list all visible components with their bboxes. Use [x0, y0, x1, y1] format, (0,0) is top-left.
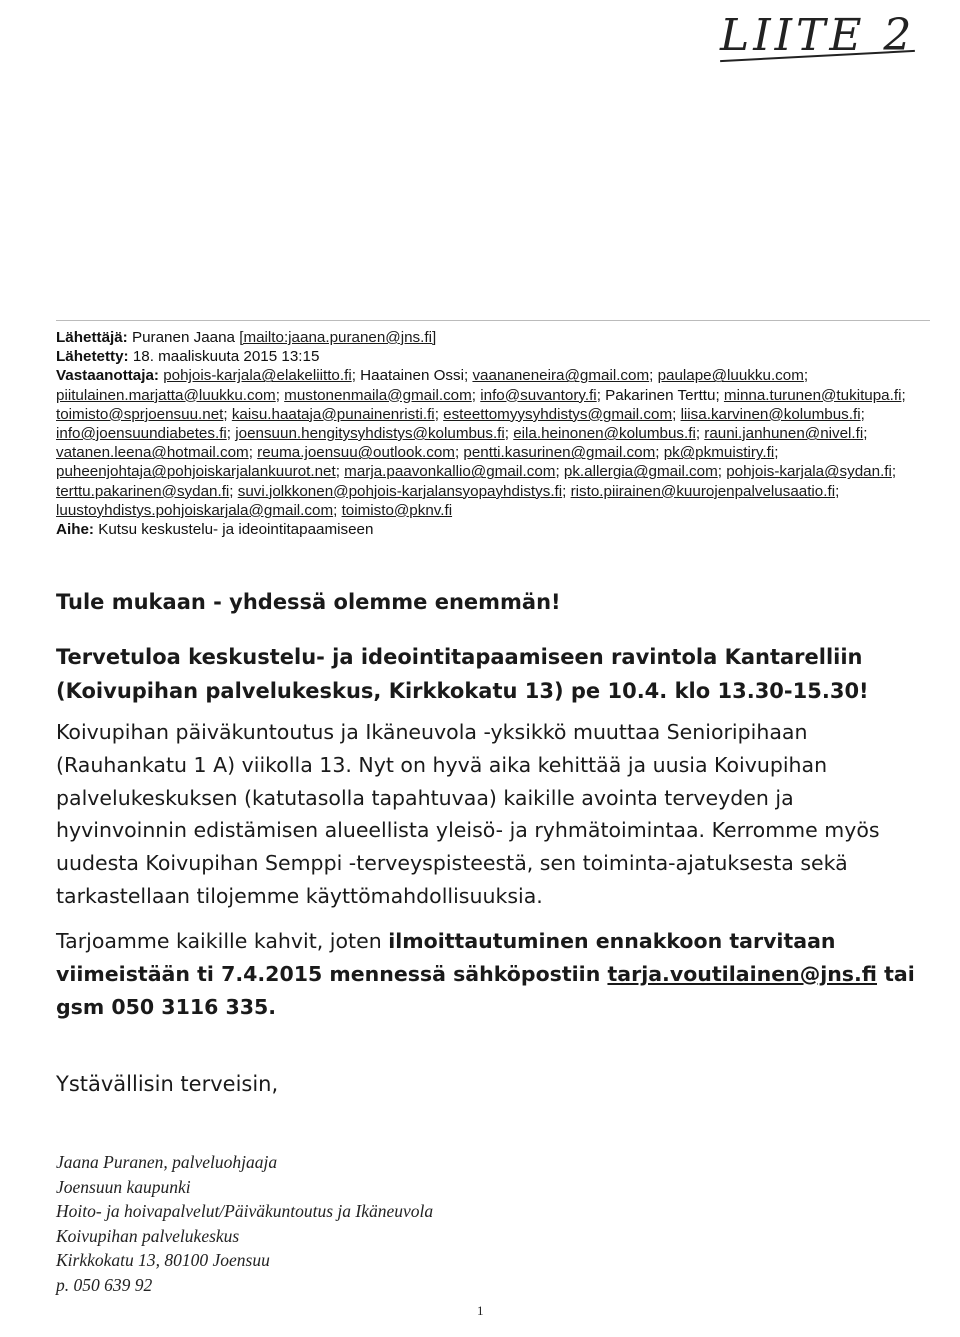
- signature-line: Jaana Puranen, palveluohjaaja: [56, 1152, 278, 1172]
- recipient-email-link[interactable]: eila.heinonen@kolumbus.fi: [513, 425, 696, 443]
- recipient-email-link[interactable]: vaananeneira@gmail.com: [472, 367, 650, 385]
- paragraph-2: [56, 925, 916, 1023]
- greeting: Ystävällisin terveisin,: [56, 1072, 279, 1096]
- recipient-email-link[interactable]: piitulainen.marjatta@luukku.com: [56, 386, 276, 404]
- recipient-email-link[interactable]: minna.turunen@tukitupa.fi: [723, 386, 902, 404]
- paragraph-2-intro: Tarjoamme kaikille kahvit, joten: [56, 929, 389, 953]
- recipient-email-link[interactable]: pk@pkmuistiry.fi: [663, 444, 775, 462]
- lead-heading: Tule mukaan - yhdessä olemme enemmän!: [56, 590, 561, 614]
- sent-label: Lähetetty:: [56, 348, 129, 366]
- recipient-name: Pakarinen Terttu: [605, 386, 716, 404]
- to-label: Vastaanottaja:: [56, 367, 159, 385]
- recipient-email-link[interactable]: terttu.pakarinen@sydan.fi: [56, 482, 230, 500]
- recipient-email-link[interactable]: pentti.kasurinen@gmail.com: [463, 444, 656, 462]
- sent-value: 18. maaliskuuta 2015 13:15: [132, 348, 320, 366]
- signature-line: p. 050 639 92: [56, 1274, 153, 1295]
- recipient-email-link[interactable]: kaisu.haataja@punainenristi.fi: [231, 405, 435, 423]
- contact-email-link[interactable]: tarja.voutilainen@jns.fi: [607, 961, 877, 986]
- page-number: 1: [477, 1303, 484, 1318]
- from-mailto-link[interactable]: [mailto:jaana.puranen@jns.fi]: [239, 329, 437, 346]
- subject-row: [56, 520, 936, 539]
- recipient-email-link[interactable]: rauni.janhunen@nivel.fi: [704, 425, 864, 443]
- recipient-email-link[interactable]: toimisto@sprjoensuu.net: [56, 405, 224, 423]
- recipient-email-link[interactable]: puheenjohtaja@pohjoiskarjalankuurot.net: [56, 463, 336, 481]
- recipient-email-link[interactable]: liisa.karvinen@kolumbus.fi: [680, 405, 861, 423]
- signature-line: Hoito- ja hoivapalvelut/Päiväkuntoutus ja Ikäneuvola: [56, 1201, 434, 1222]
- subject-label: Aihe:: [56, 521, 94, 539]
- subject-value: Kutsu keskustelu- ja ideointitapaamiseen: [98, 521, 374, 539]
- recipient-email-link[interactable]: risto.piirainen@kuurojenpalvelusaatio.fi: [570, 482, 836, 500]
- recipient-email-link[interactable]: luustoyhdistys.pohjoiskarjala@gmail.com: [56, 501, 334, 519]
- recipient-email-link[interactable]: pk.allergia@gmail.com: [563, 463, 718, 481]
- welcome-heading: Tervetuloa keskustelu- ja ideointitapaamiseen ravintola Kantarelliin (Koivupihan palvelukeskus, Kirkkokatu 13) pe 10.4. klo 13.30-15.30!: [56, 645, 869, 703]
- header-divider: [56, 320, 930, 321]
- from-label: Lähettäjä:: [56, 329, 128, 346]
- recipient-email-link[interactable]: pohjois-karjala@sydan.fi: [726, 463, 892, 481]
- handwritten-note: LIITE 2: [720, 10, 916, 61]
- recipient-email-link[interactable]: info@suvantory.fi: [480, 386, 597, 404]
- recipient-email-link[interactable]: pohjois-karjala@elakeliitto.fi: [163, 367, 352, 385]
- recipient-email-link[interactable]: marja.paavonkallio@gmail.com: [344, 463, 556, 481]
- paragraph-2-tail: tai gsm 050 3116 335.: [56, 961, 915, 1019]
- signature-line: Kirkkokatu 13, 80100 Joensuu: [56, 1250, 270, 1271]
- to-row: [56, 366, 936, 520]
- sent-row: [56, 347, 936, 366]
- recipient-email-link[interactable]: info@joensuundiabetes.fi: [56, 425, 227, 443]
- from-value: Puranen Jaana: [131, 329, 235, 346]
- from-row: [56, 328, 936, 347]
- recipient-email-link[interactable]: toimisto@pknv.fi: [341, 501, 453, 519]
- email-header: [56, 328, 936, 539]
- recipient-name: Haatainen Ossi: [360, 367, 464, 385]
- signature-line: Koivupihan palvelukeskus: [56, 1225, 240, 1246]
- recipient-list: pohjois-karjala@elakeliitto.fi; Haatainen Ossi; vaananeneira@gmail.com; paulape@luukku.com; piitulainen.marjatta@luukku.com; mustonenmaila@gmail.com; info@suvantory.fi; Pakarinen Terttu; minna.turunen@tukitupa.fi; toimisto@sprjoensuu.net; kaisu.haataja@punainenristi.fi; esteettomyysyhdistys@gmail.com; liisa.karvinen@kolumbus.fi; info@joensuundiabetes.fi; joensuun.hengitysyhdistys@kolumbus.fi; eila.heinonen@kolumbus.fi; rauni.janhunen@nivel.fi; vatanen.leena@hotmail.com; reuma.joensuu@outlook.com; pentti.kasurinen@gmail.com; pk@pkmuistiry.fi; puheenjohtaja@pohjoiskarjalankuurot.net; marja.paavonkallio@gmail.com; pk.allergia@gmail.com; pohjois-karjala@sydan.fi; terttu.pakarinen@sydan.fi; suvi.jolkkonen@pohjois-karjalansyopayhdistys.fi; risto.piirainen@kuurojenpalvelusaatio.fi; luustoyhdistys.pohjoiskarjala@gmail.com; toimisto@pknv.fi: [56, 367, 906, 519]
- paragraph-1: Koivupihan päiväkuntoutus ja Ikäneuvola -yksikkö muuttaa Senioripihaan (Rauhankatu 1 A) viikolla 13. Nyt on hyvä aika kehittää ja uusia Koivupihan palvelukeskuksen (katutasolla tapahtuvaa) kaikille avointa terveyden ja hyvinvoinnin edistämisen alueellista yleisö- ja ryhmätoimintaa. Kerromme myös uudesta Koivupihan Semppi -terveyspisteestä, sen toiminta-ajatuksesta sekä tarkastellaan tilojemme käyttömahdollisuuksia.: [56, 720, 880, 908]
- recipient-email-link[interactable]: joensuun.hengitysyhdistys@kolumbus.fi: [235, 425, 505, 443]
- signature-line: Joensuun kaupunki: [56, 1176, 191, 1197]
- recipient-email-link[interactable]: esteettomyysyhdistys@gmail.com: [443, 405, 673, 423]
- paragraph-2-bold: ilmoittautuminen ennakkoon tarvitaan viimeistään ti 7.4.2015 mennessä sähköpostiin: [56, 929, 836, 986]
- handwritten-annotation: [720, 10, 915, 61]
- recipient-email-link[interactable]: reuma.joensuu@outlook.com: [257, 444, 455, 462]
- signature-block: [56, 1150, 433, 1298]
- recipient-email-link[interactable]: mustonenmaila@gmail.com: [284, 386, 472, 404]
- recipient-email-link[interactable]: suvi.jolkkonen@pohjois-karjalansyopayhdistys.fi: [237, 482, 563, 500]
- recipient-email-link[interactable]: vatanen.leena@hotmail.com: [56, 444, 249, 462]
- recipient-email-link[interactable]: paulape@luukku.com: [657, 367, 804, 385]
